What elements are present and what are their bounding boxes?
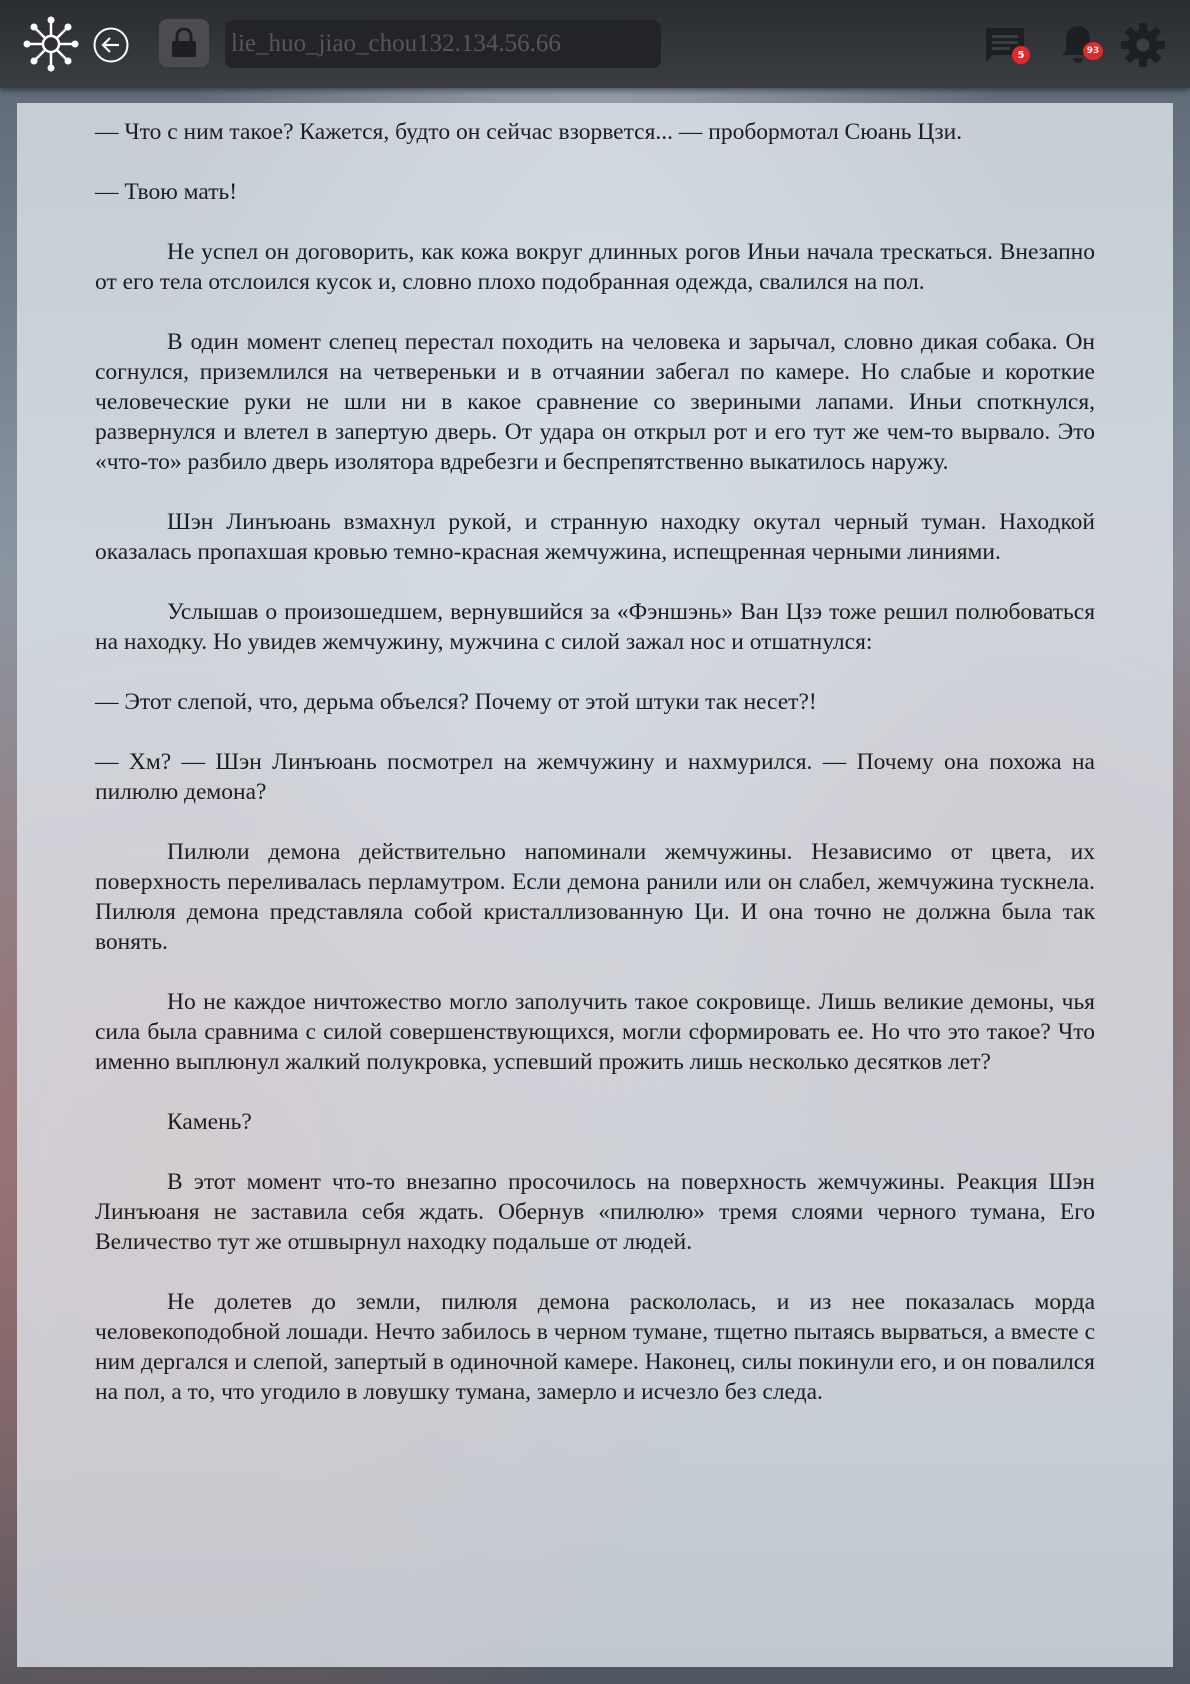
paragraph: Шэн Линъюань взмахнул рукой, и странную находку окутал черный туман. Находкой оказалась пропахшая кровью темно-красная жемчужина, испещренная черными линиями. <box>95 509 1095 565</box>
address-text: lie_huo_jiao_chou132.134.56.66 <box>231 30 561 57</box>
paragraph: Но не каждое ничтожество могло заполучить такое сокровище. Лишь великие демоны, чья сила была сравнима с силой совершенствующихся, могли сформировать ее. Но что это такое? Что именно выплюнул жалкий полукровка, успевший прожить лишь несколько десятков лет? <box>95 989 1095 1075</box>
reading-pane[interactable] <box>17 103 1173 1667</box>
address-field[interactable] <box>225 20 661 68</box>
paragraph-dialogue: — Что с ним такое? Кажется, будто он сейчас взорвется... — пробормотал Сюань Цзи. <box>95 119 963 145</box>
paragraph-dialogue: — Этот слепой, что, дерьма объелся? Почему от этой штуки так несет?! <box>95 689 817 715</box>
paragraph-dialogue: — Хм? — Шэн Линъюань посмотрел на жемчужину и нахмурился. — Почему она похожа на пилюлю демона? <box>95 749 1095 805</box>
notifications-badge: 93 <box>1083 42 1103 60</box>
paragraph: В один момент слепец перестал походить на человека и зарычал, словно дикая собака. Он согнулся, приземлился на четвереньки и в отчаянии забегал по камере. Но слабые и короткие человеческие руки не шли ни в какое сравнение со звериными лапами. Иньи споткнулся, развернулся и влетел в запертую дверь. От удара он открыл рот и его тут же чем-то вырвало. Это «что-то» разбило дверь изолятора вдребезги и беспрепятственно выкатилось наружу. <box>95 329 1095 475</box>
lock-button[interactable] <box>159 19 209 67</box>
paragraph: Камень? <box>167 1109 252 1135</box>
paragraph: Пилюли демона действительно напоминали жемчужины. Независимо от цвета, их поверхность переливалась перламутром. Если демона ранили или он слабел, жемчужина тускнела. Пилюля демона представляла собой кристаллизованную Ци. И она точно не должна была так вонять. <box>95 839 1095 955</box>
paragraph: Не успел он договорить, как кожа вокруг длинных рогов Иньи начала трескаться. Внезапно от его тела отслоился кусок и, словно плохо подобранная одежда, свалился на пол. <box>95 239 1095 295</box>
chat-button[interactable] <box>980 22 1030 68</box>
paragraph-dialogue: — Твою мать! <box>95 179 238 205</box>
network-logo-icon[interactable] <box>22 15 80 73</box>
top-toolbar <box>0 0 1190 88</box>
paragraph: Услышав о произошедшем, вернувшийся за «Фэншэнь» Ван Цзэ тоже решил полюбоваться на находку. Но увидев жемчужину, мужчина с силой зажал нос и отшатнулся: <box>95 599 1095 655</box>
arrow-left-circle-icon <box>92 26 130 64</box>
settings-button[interactable] <box>1118 20 1168 70</box>
back-button[interactable] <box>92 26 130 64</box>
gear-icon <box>1120 22 1166 68</box>
lock-icon <box>169 27 199 59</box>
chat-badge: 5 <box>1012 46 1030 64</box>
notifications-button[interactable] <box>1055 20 1101 68</box>
paragraph: Не долетев до земли, пилюля демона раскололась, и из нее показалась морда человекоподобной лошади. Нечто забилось в черном тумане, тщетно пытаясь вырваться, а вместе с ним дергался и слепой, запертый в одиночной камере. Наконец, силы покинули его, и он повалился на пол, а то, что угодило в ловушку тумана, замерло и исчезло без следа. <box>95 1289 1095 1405</box>
paragraph: В этот момент что-то внезапно просочилось на поверхность жемчужины. Реакция Шэн Линъюаня не заставила себя ждать. Обернув «пилюлю» тремя слоями черного тумана, Его Величество тут же отшвырнул находку подальше от людей. <box>95 1169 1095 1255</box>
